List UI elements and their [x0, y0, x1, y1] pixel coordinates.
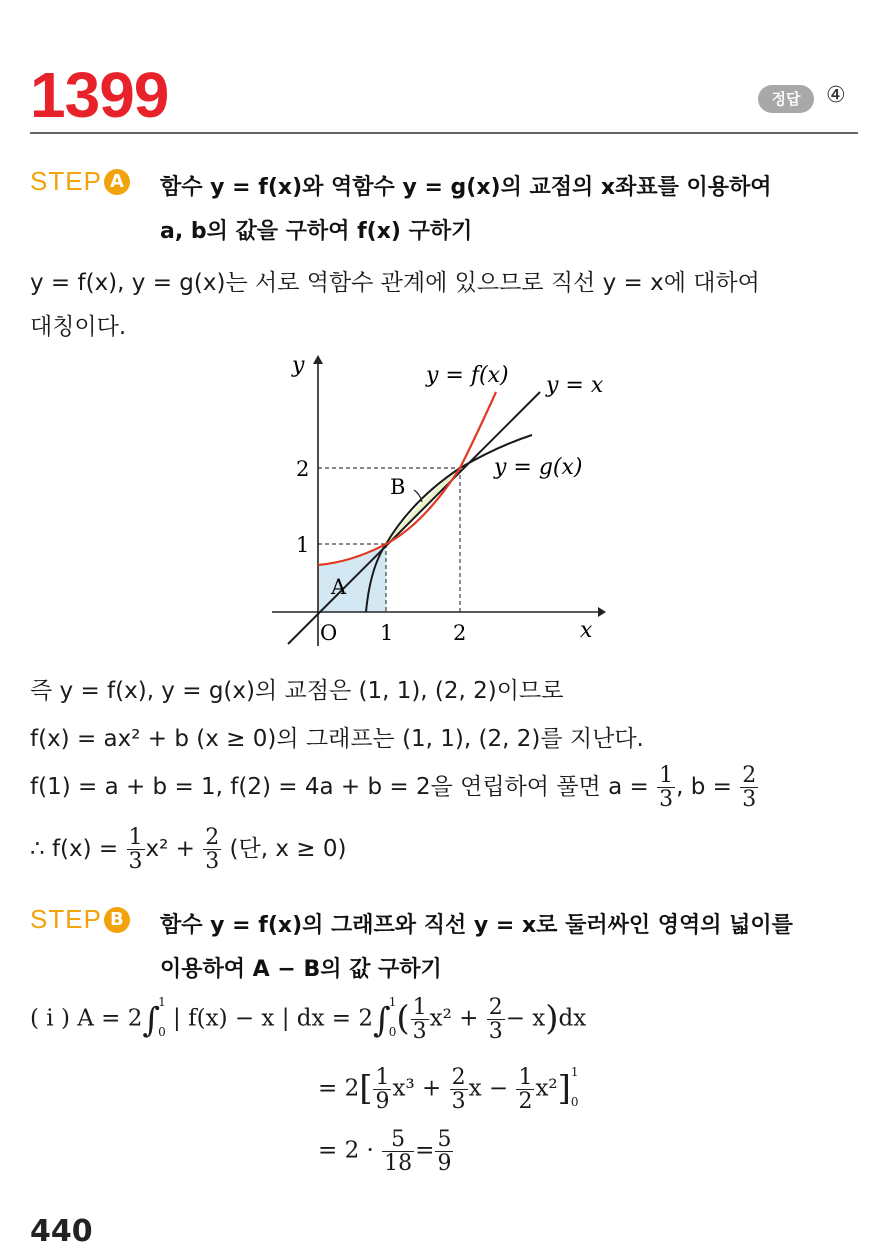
calc2-a: x³ + [392, 1075, 442, 1102]
calc2-frac-2: $\frac{2}{3}$ [451, 1065, 466, 1115]
step-b-title-line2: 이용하여 A − B의 값 구하기 [160, 957, 442, 982]
region-a-shade [318, 544, 386, 612]
area-calc-line3 [318, 1128, 454, 1175]
answer-value: ④ [826, 83, 846, 108]
passes-through-line: f(x) = ax² + b (x ≥ 0)의 그래프는 (1, 1), (2, 2)를 지난다. [30, 726, 644, 752]
region-b-pointer [414, 490, 422, 502]
label-g: y = g(x) [494, 455, 583, 480]
fraction-a: $\frac{1}{3}$ [659, 763, 674, 813]
calc2-prefix: = 2 [318, 1075, 360, 1102]
step-a-title-line2: a, b의 값을 구하여 f(x) 구하기 [160, 219, 473, 244]
integral-bounds-1: 1 0 [158, 995, 166, 1039]
region-b-label: B [390, 475, 406, 499]
intersection-line: 즉 y = f(x), y = g(x)의 교점은 (1, 1), (2, 2)이므로 [30, 678, 564, 704]
result-f-line [30, 826, 346, 873]
calc1-prefix: ( i ) A = 2 [30, 1005, 143, 1032]
calc1-frac-1: $\frac{1}{3}$ [412, 995, 427, 1045]
calc3-eq: = [415, 1137, 435, 1164]
step-b-heading [30, 904, 130, 935]
calc3-frac-1: $\frac{5}{18}$ [384, 1127, 413, 1177]
y-axis-label: y [292, 353, 305, 378]
function-graph [0, 340, 876, 660]
step-b-label: STEP [30, 904, 102, 934]
integral-sign-2: ∫ [373, 1000, 391, 1041]
step-a-body-line2: 대칭이다. [30, 314, 127, 340]
solve-line [30, 764, 759, 811]
label-identity: y = x [546, 373, 604, 398]
calc1-frac-2: $\frac{2}{3}$ [488, 995, 503, 1045]
step-a-body-line1: y = f(x), y = g(x)는 서로 역함수 관계에 있으므로 직선 y = x에 대하여 [30, 270, 760, 296]
y-tick-1: 1 [296, 533, 310, 557]
fraction-coef-2: $\frac{2}{3}$ [205, 825, 220, 875]
step-b-title-line1: 함수 y = f(x)의 그래프와 직선 y = x로 둘러싸인 영역의 넓이를 [160, 913, 793, 938]
fraction-coef-1: $\frac{1}{3}$ [128, 825, 143, 875]
calc1-mid: | f(x) − x | dx = 2 [173, 1005, 373, 1032]
page-number: 440 [30, 1214, 93, 1249]
solve-line-main: f(1) = a + b = 1, f(2) = 4a + b = 2을 연립하여 풀면 a = [30, 774, 649, 801]
origin-label: O [320, 621, 338, 645]
integral-sign-1: ∫ [142, 1000, 161, 1041]
result-suffix: (단, x ≥ 0) [229, 836, 347, 863]
calc2-c: x² [535, 1075, 558, 1102]
area-calc-line2: = 2[ $\frac{1}{9}$ x³ + $\frac{2}{3}$ x − $\frac{1}{2}$ x²] 1 0 [318, 1065, 579, 1115]
x-axis-label: x [580, 618, 593, 643]
x-tick-1: 1 [380, 621, 394, 645]
fraction-b: $\frac{2}{3}$ [742, 763, 757, 813]
calc3-frac-2: $\frac{5}{9}$ [437, 1127, 452, 1177]
answer-badge: 정답 [758, 85, 814, 113]
calc2-frac-3: $\frac{1}{2}$ [518, 1065, 533, 1115]
result-prefix: ∴ f(x) = [30, 836, 119, 863]
solve-line-mid: , b = [676, 774, 732, 801]
header-divider [30, 132, 858, 134]
y-tick-2: 2 [296, 457, 310, 481]
x-tick-2: 2 [453, 621, 467, 645]
result-mid: x² + [145, 836, 195, 863]
region-a-label: A [331, 575, 347, 599]
step-b-badge: B [104, 907, 130, 933]
step-a-label: STEP [30, 166, 102, 196]
calc1-suffix: dx [558, 1005, 587, 1032]
problem-number: 1399 [30, 59, 169, 131]
line-y-equals-x [288, 392, 540, 644]
calc1-paren-b: − x [505, 1005, 546, 1032]
calc2-frac-1: $\frac{1}{9}$ [375, 1065, 390, 1115]
step-a-heading [30, 166, 130, 197]
x-axis-arrow [598, 607, 606, 617]
y-axis-arrow [313, 355, 323, 364]
label-f: y = f(x) [426, 363, 509, 388]
step-a-badge: A [104, 169, 130, 195]
calc2-b: x − [468, 1075, 509, 1102]
integral-bounds-2: 1 0 [388, 995, 397, 1039]
curve-f [318, 392, 496, 565]
step-a-title-line1: 함수 y = f(x)와 역함수 y = g(x)의 교점의 x좌표를 이용하여 [160, 175, 772, 200]
calc2-bounds: 1 0 [570, 1065, 579, 1109]
calc1-paren-a: x² + [429, 1005, 479, 1032]
calc3-prefix: = 2 · [318, 1137, 374, 1164]
area-calc-line1: ( i ) A = 2∫ 1 0 | f(x) − x | dx = 2∫ 1 0 ( $\frac{1}{3}$ x² + $\frac{2}{3}$ − x)dx [30, 995, 587, 1045]
